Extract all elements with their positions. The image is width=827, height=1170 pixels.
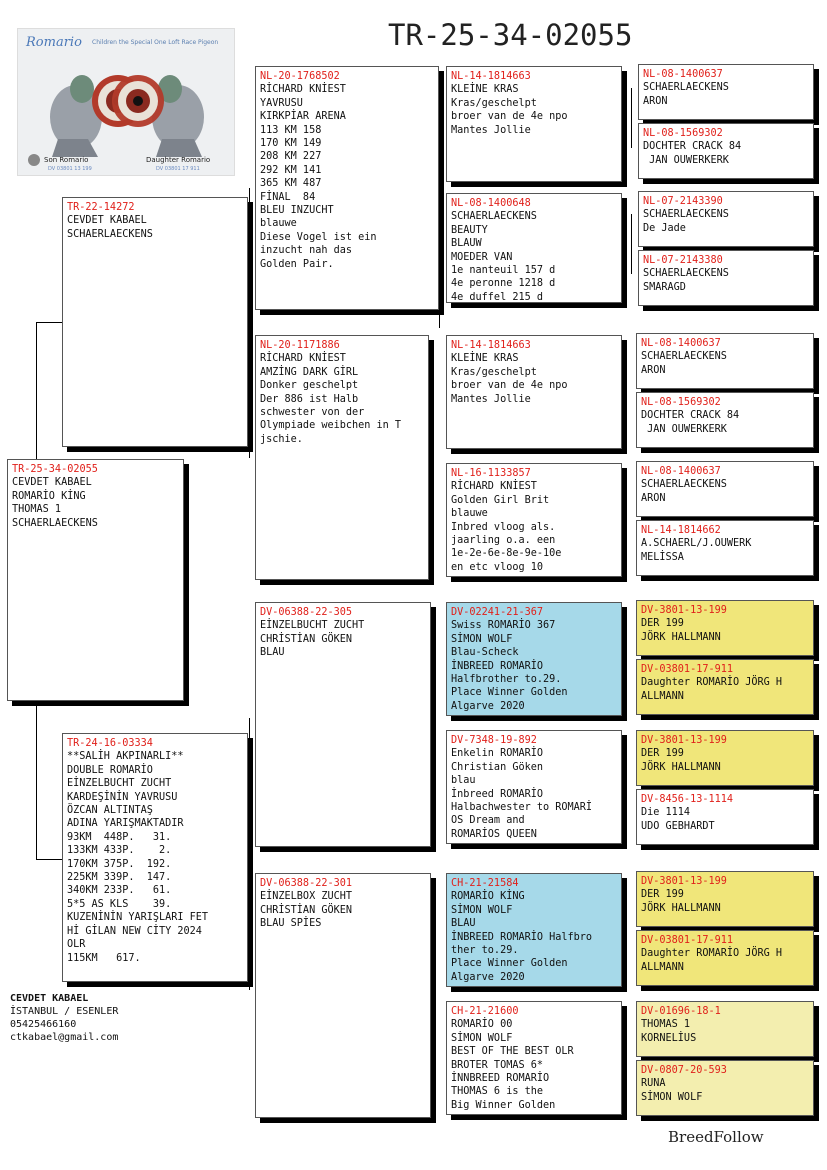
card-line: BLAU (260, 647, 285, 659)
ring-number: NL-08-1400637 (643, 69, 723, 80)
card-line: RİCHARD KNİEST (260, 353, 346, 365)
card-line: CEVDET KABAEL (67, 215, 147, 227)
card-line: Daughter ROMARİO JÖRG H (641, 948, 783, 960)
card-line: Swiss ROMARİO 367 (451, 620, 556, 632)
pedigree-card-g12[interactable] (636, 789, 814, 845)
card-line: CHRİSTİAN GÖKEN (260, 633, 353, 645)
card-line: RİCHARD KNİEST (451, 481, 537, 493)
pedigree-card-g7[interactable] (636, 461, 814, 517)
card-line: İNBREED ROMARİO Halfbro (451, 931, 593, 943)
card-line: BLAUW (451, 238, 482, 250)
card-line: MOEDER VAN (451, 251, 513, 263)
card-line: Algarve 2020 (451, 700, 525, 712)
card-line: ARON (641, 364, 666, 376)
card-line: Enkelin ROMARİO (451, 748, 544, 760)
card-line: SCHAERLAECKENS (67, 228, 153, 240)
card-line: ROMARİO 00 (451, 1019, 513, 1031)
ring-number: DV-02241-21-367 (451, 607, 544, 618)
card-line: Halbachwester to ROMARİ (451, 802, 593, 814)
card-line: 4e peronne 1218 d (451, 278, 556, 290)
ring-number: DV-3801-13-199 (641, 735, 727, 746)
card-line: Daughter ROMARİO JÖRG H (641, 677, 783, 689)
card-line: 292 KM 141 (260, 164, 322, 176)
logo-right-sub: DV 03801 17 911 (156, 166, 200, 172)
ring-number: DV-06388-22-301 (260, 878, 353, 889)
pedigree-card-dam[interactable] (62, 733, 248, 982)
card-line: 93KM 448P. 31. (67, 831, 172, 843)
pedigree-card-g3[interactable] (638, 191, 814, 247)
ring-number: NL-20-1768502 (260, 71, 340, 82)
ring-number: DV-03801-17-911 (641, 935, 734, 946)
breeder-contact (10, 992, 118, 1044)
pedigree-card-sss[interactable] (446, 66, 622, 182)
pedigree-card-g15[interactable] (636, 1001, 814, 1057)
connector (36, 322, 37, 459)
logo-tagline: Children the Special One Loft Race Pigeon (92, 39, 219, 46)
card-line: DOUBLE ROMARİO (67, 764, 153, 776)
ring-number: NL-08-1400637 (641, 338, 721, 349)
card-line: DOCHTER CRACK 84 (643, 141, 742, 153)
card-line: BLAU (451, 918, 476, 930)
ring-number: DV-01696-18-1 (641, 1006, 721, 1017)
pedigree-card-g14[interactable] (636, 930, 814, 986)
connector (36, 322, 62, 323)
card-line: THOMAS 1 (12, 504, 62, 516)
card-line: SCHAERLAECKENS (12, 517, 98, 529)
pedigree-card-sire-sire[interactable] (255, 66, 439, 310)
card-line: SİMON WOLF (451, 1032, 513, 1044)
connector (36, 859, 62, 860)
logo-right-caption: Daughter Romario (146, 156, 211, 164)
card-line: Place Winner Golden (451, 687, 568, 699)
card-line: Big Winner Golden (451, 1099, 556, 1111)
connector (249, 718, 250, 990)
card-line: Inbred vloog als. (451, 521, 556, 533)
card-line: İNNBREED ROMARİO (451, 1073, 550, 1085)
card-line: SCHAERLAECKENS (643, 209, 729, 221)
card-line: 113 KM 158 (260, 124, 322, 136)
card-line: YAVRUSU (260, 97, 303, 109)
card-line: Kras/geschelpt (451, 97, 537, 109)
card-line: Die 1114 (641, 807, 691, 819)
card-line: 170KM 375P. 192. (67, 858, 172, 870)
card-line: KARDEŞİNİN YAVRUSU (67, 791, 178, 803)
card-line: CHRİSTİAN GÖKEN (260, 904, 353, 916)
ring-number: DV-3801-13-199 (641, 605, 727, 616)
card-line: 5*5 AS KLS 39. (67, 898, 172, 910)
pedigree-card-dam-dam[interactable] (255, 873, 431, 1118)
card-line: 340KM 233P. 61. (67, 885, 172, 897)
ring-number: NL-07-2143380 (643, 255, 723, 266)
breedfollow-brand: BreedFollow (668, 1128, 764, 1146)
pedigree-card-g9[interactable] (636, 600, 814, 656)
card-line: SİMON WOLF (451, 904, 513, 916)
ring-number: DV-7348-19-892 (451, 735, 537, 746)
card-line: JAN OUWERKERK (643, 154, 729, 166)
card-line: THOMAS 1 (641, 1019, 691, 1031)
card-line: ROMARİOS QUEEN (451, 828, 537, 840)
logo-brand: Romario (26, 35, 82, 50)
card-line: KUZENİNİN YARIŞLARI FET (67, 912, 209, 924)
card-line: blauwe (451, 508, 488, 520)
card-line: blau (451, 775, 476, 787)
ring-number: NL-08-1569302 (643, 128, 723, 139)
breeder-city: İSTANBUL / ESENLER (10, 1006, 119, 1017)
card-line: jaarling o.a. een (451, 535, 556, 547)
ring-number: DV-06388-22-305 (260, 607, 353, 618)
ring-number: NL-16-1133857 (451, 468, 531, 479)
card-line: Halfbrother to.29. (451, 674, 562, 686)
breeder-phone[interactable]: 05425466160 (10, 1019, 77, 1030)
card-line: SCHAERLAECKENS (641, 479, 727, 491)
card-line: Donker geschelpt (260, 380, 359, 392)
ring-number: NL-08-1400637 (641, 466, 721, 477)
card-line: ÖZCAN ALTINTAŞ (67, 805, 153, 817)
pedigree-card-g5[interactable] (636, 333, 814, 389)
card-line: Diese Vogel ist ein (260, 231, 377, 243)
connector (36, 701, 37, 859)
pedigree-card-g8[interactable] (636, 520, 814, 576)
card-line: **SALİH AKPINARLI** (67, 751, 184, 763)
ring-number: DV-03801-17-911 (641, 664, 734, 675)
card-line: DER 199 (641, 618, 684, 630)
card-line: İnbreed ROMARİO (451, 788, 544, 800)
pedigree-card-dam-sire[interactable] (255, 602, 431, 847)
card-line: ALLMANN (641, 690, 684, 702)
card-line: THOMAS 6 is the (451, 1086, 544, 1098)
card-line: Blau-Scheck (451, 647, 519, 659)
card-line: schwester von der (260, 407, 365, 419)
connector (249, 188, 250, 458)
card-line: EİNZELBOX ZUCHT (260, 891, 353, 903)
pedigree-card-g6[interactable] (636, 392, 814, 448)
card-line: BROTER TOMAS 6* (451, 1059, 544, 1071)
card-line: RUNA (641, 1078, 666, 1090)
logo-left-caption: Son Romario (44, 156, 89, 164)
card-line: Algarve 2020 (451, 971, 525, 983)
card-line: BEAUTY (451, 224, 488, 236)
card-line: BLEU INZUCHT (260, 205, 334, 217)
connector (631, 88, 632, 148)
pedigree-card-g10[interactable] (636, 659, 814, 715)
romario-logo (17, 28, 235, 176)
ring-number: NL-20-1171886 (260, 340, 340, 351)
card-line: BLAU SPİES (260, 918, 322, 930)
card-line: 133KM 433P. 2. (67, 845, 172, 857)
card-line: OLR (67, 939, 86, 951)
logo-left-sub: DV 03801 13 199 (48, 166, 92, 172)
card-line: SCHAERLAECKENS (451, 211, 537, 223)
card-line: DOCHTER CRACK 84 (641, 410, 740, 422)
card-line: JÖRK HALLMANN (641, 631, 721, 643)
card-line: SİMON WOLF (641, 1091, 703, 1103)
ring-number: TR-24-16-03334 (67, 738, 153, 749)
pedigree-card-sdd[interactable] (446, 463, 622, 577)
card-line: 1e-2e-6e-8e-9e-10e (451, 548, 562, 560)
card-line: Kras/geschelpt (451, 366, 537, 378)
pedigree-card-subject[interactable] (7, 459, 184, 701)
card-line: SCHAERLAECKENS (643, 82, 729, 94)
card-line: ARON (641, 492, 666, 504)
ring-number: NL-14-1814663 (451, 71, 531, 82)
card-line: Christian Göken (451, 761, 544, 773)
card-line: Mantes Jollie (451, 124, 531, 136)
card-line: JÖRK HALLMANN (641, 902, 721, 914)
pedigree-card-g2[interactable] (638, 123, 814, 179)
card-line: Olympiade weibchen in T (260, 420, 402, 432)
card-line: ROMARİO KİNG (12, 490, 86, 502)
ring-number: NL-08-1569302 (641, 397, 721, 408)
card-line: KIRKPİAR ARENA (260, 111, 346, 123)
pedigree-card-dds[interactable] (446, 873, 622, 987)
card-line: 208 KM 227 (260, 151, 322, 163)
connector (631, 214, 632, 274)
ring-number: NL-07-2143390 (643, 196, 723, 207)
card-line: KLEİNE KRAS (451, 84, 519, 96)
pedigree-card-sds[interactable] (446, 335, 622, 449)
card-line: SİMON WOLF (451, 633, 513, 645)
card-line: Golden Girl Brit (451, 494, 550, 506)
card-line: jschie. (260, 433, 303, 445)
pedigree-card-g1[interactable] (638, 64, 814, 120)
card-line: JÖRK HALLMANN (641, 761, 721, 773)
connector (439, 262, 440, 328)
ring-number: TR-25-34-02055 (12, 464, 98, 475)
pigeon-pair-illustration (18, 29, 235, 176)
pedigree-card-dsd[interactable] (446, 730, 622, 844)
card-line: JAN OUWERKERK (641, 423, 727, 435)
breeder-name: CEVDET KABAEL (10, 993, 89, 1004)
card-line: ADINA YARIŞMAKTADIR (67, 818, 184, 830)
card-line: ALLMANN (641, 961, 684, 973)
card-line: 225KM 339P. 147. (67, 872, 172, 884)
card-line: CEVDET KABAEL (12, 477, 92, 489)
card-line: Hİ GİLAN NEW CİTY 2024 (67, 925, 202, 937)
card-line: Mantes Jollie (451, 393, 531, 405)
card-line: SMARAGD (643, 281, 686, 293)
card-line: De Jade (643, 222, 686, 234)
card-line: Place Winner Golden (451, 958, 568, 970)
pedigree-card-g11[interactable] (636, 730, 814, 786)
ring-number: DV-3801-13-199 (641, 876, 727, 887)
card-line: EİNZELBUCHT ZUCHT (260, 620, 365, 632)
card-line: BEST OF THE BEST OLR (451, 1046, 574, 1058)
card-line: KLEİNE KRAS (451, 353, 519, 365)
ring-number: TR-22-14272 (67, 202, 135, 213)
pedigree-title: TR-25-34-02055 (388, 18, 633, 52)
card-line: ARON (643, 95, 668, 107)
card-line: en etc vloog 10 (451, 561, 544, 573)
ring-number: NL-14-1814663 (451, 340, 531, 351)
pedigree-card-g16[interactable] (636, 1060, 814, 1116)
card-line: KORNELİUS (641, 1032, 697, 1044)
pedigree-card-ssd[interactable] (446, 193, 622, 303)
pedigree-card-g13[interactable] (636, 871, 814, 927)
card-line: UDO GEBHARDT (641, 820, 715, 832)
card-line: A.SCHAERL/J.OUWERK (641, 538, 752, 550)
ring-number: CH-21-21584 (451, 878, 519, 889)
ring-number: NL-08-1400648 (451, 198, 531, 209)
card-line: broer van de 4e npo (451, 380, 568, 392)
card-line: FİNAL 84 (260, 191, 316, 203)
card-line: Golden Pair. (260, 258, 334, 270)
card-line: 365 KM 487 (260, 178, 322, 190)
card-line: EİNZELBUCHT ZUCHT (67, 778, 172, 790)
card-line: SCHAERLAECKENS (641, 351, 727, 363)
ring-number: NL-14-1814662 (641, 525, 721, 536)
card-line: 4e duffel 215 d (451, 291, 544, 303)
connector (439, 88, 440, 154)
card-line: 115KM 617. (67, 952, 141, 964)
ring-number: DV-0807-20-593 (641, 1065, 727, 1076)
card-line: 170 KM 149 (260, 138, 322, 150)
card-line: Der 886 ist Halb (260, 393, 359, 405)
card-line: 1e nanteuil 157 d (451, 265, 556, 277)
card-line: ther to.29. (451, 945, 519, 957)
pedigree-card-ddd[interactable] (446, 1001, 622, 1115)
card-line: İNBREED ROMARİO (451, 660, 544, 672)
pedigree-card-sire-dam[interactable] (255, 335, 429, 580)
pedigree-card-dss[interactable] (446, 602, 622, 716)
card-line: RİCHARD KNİEST (260, 84, 346, 96)
card-line: OS Dream and (451, 815, 525, 827)
breeder-email[interactable]: ctkabael@gmail.com (10, 1032, 119, 1043)
card-line: DER 199 (641, 889, 684, 901)
card-line: SCHAERLAECKENS (643, 268, 729, 280)
pedigree-card-sire[interactable] (62, 197, 248, 447)
card-line: inzucht nah das (260, 245, 353, 257)
card-line: AMZİNG DARK GİRL (260, 366, 359, 378)
ring-number: DV-8456-13-1114 (641, 794, 734, 805)
card-line: DER 199 (641, 748, 684, 760)
card-line: blauwe (260, 218, 297, 230)
pedigree-card-g4[interactable] (638, 250, 814, 306)
card-line: MELİSSA (641, 551, 684, 563)
card-line: ROMARİO KİNG (451, 891, 525, 903)
ring-number: CH-21-21600 (451, 1006, 519, 1017)
card-line: broer van de 4e npo (451, 111, 568, 123)
